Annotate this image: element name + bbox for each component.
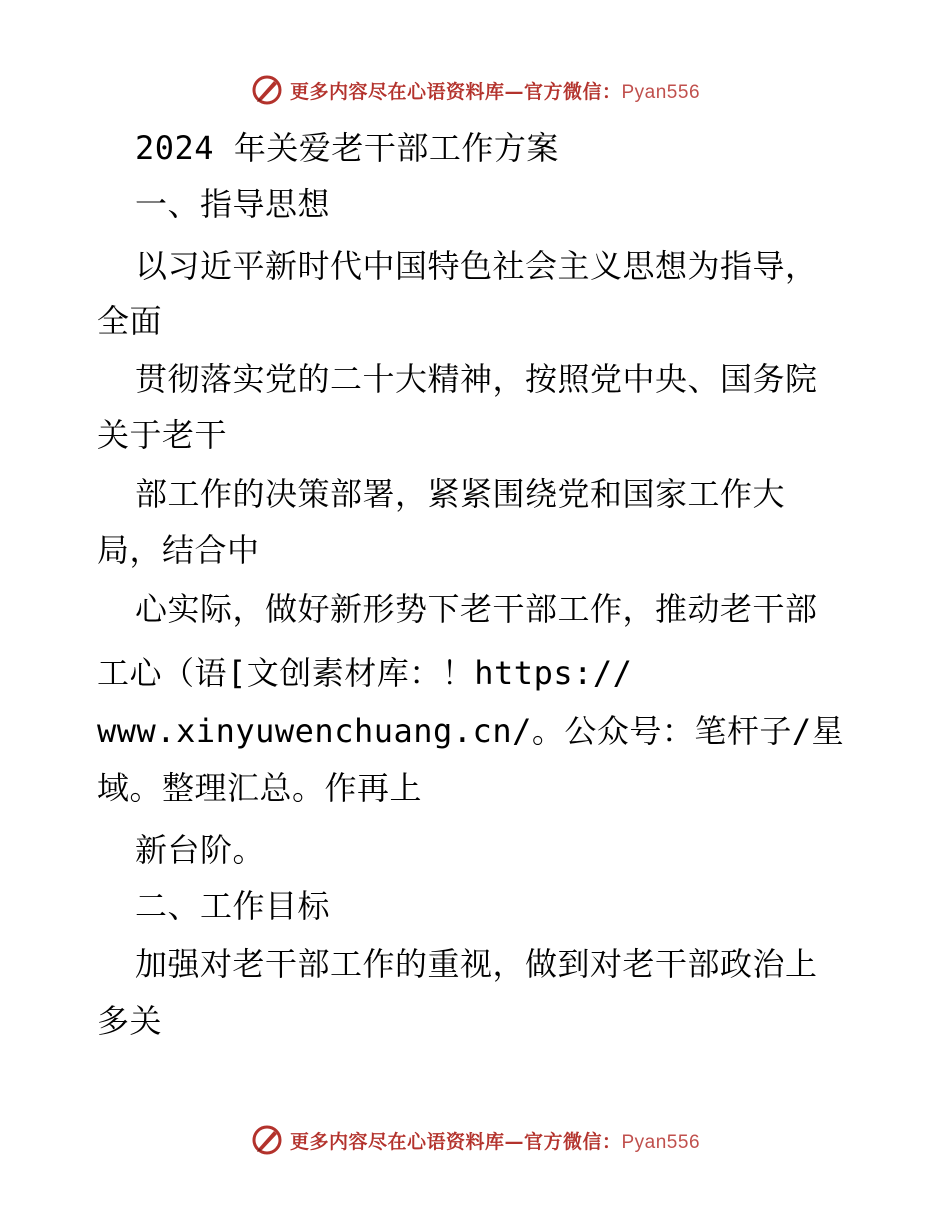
quill-logo-icon <box>250 73 284 107</box>
paragraph-line: 局，结合中 <box>97 531 260 569</box>
paragraph-line: 工心（语[文创素材库：！https:// <box>97 654 633 692</box>
watermark-text: 更多内容尽在心语资料库—官方微信：Pyan556 <box>289 80 701 103</box>
section-heading: 一、指导思想 <box>135 185 331 223</box>
paragraph-line: www.xinyuwenchuang.cn/。公众号：笔杆子/星 <box>97 712 845 750</box>
paragraph-line: 关于老干 <box>97 416 228 454</box>
paragraph-line: 部工作的决策部署，紧紧围绕党和国家工作大 <box>135 475 786 513</box>
watermark-text: 更多内容尽在心语资料库—官方微信：Pyan556 <box>289 1130 701 1153</box>
watermark-banner-bottom <box>0 1120 950 1160</box>
paragraph-line: 全面 <box>97 302 163 340</box>
watermark-group <box>250 1123 700 1157</box>
watermark-group <box>250 73 700 107</box>
paragraph-line: 新台阶。 <box>135 831 266 869</box>
section-heading: 二、工作目标 <box>135 887 331 925</box>
watermark-handle: Pyan556 <box>621 81 701 103</box>
paragraph-line: 加强对老干部工作的重视，做到对老干部政治上 <box>135 945 818 983</box>
paragraph-line: 以习近平新时代中国特色社会主义思想为指导， <box>135 247 818 285</box>
quill-logo-icon <box>250 1123 284 1157</box>
paragraph-line: 多关 <box>97 1002 163 1040</box>
document-title: 2024 年关爱老干部工作方案 <box>135 129 559 167</box>
paragraph-line: 心实际，做好新形势下老干部工作，推动老干部 <box>135 590 818 628</box>
paragraph-line: 域。整理汇总。作再上 <box>97 769 423 807</box>
watermark-banner-top <box>0 70 950 110</box>
paragraph-line: 贯彻落实党的二十大精神，按照党中央、国务院 <box>135 360 818 398</box>
watermark-handle: Pyan556 <box>621 1131 701 1153</box>
